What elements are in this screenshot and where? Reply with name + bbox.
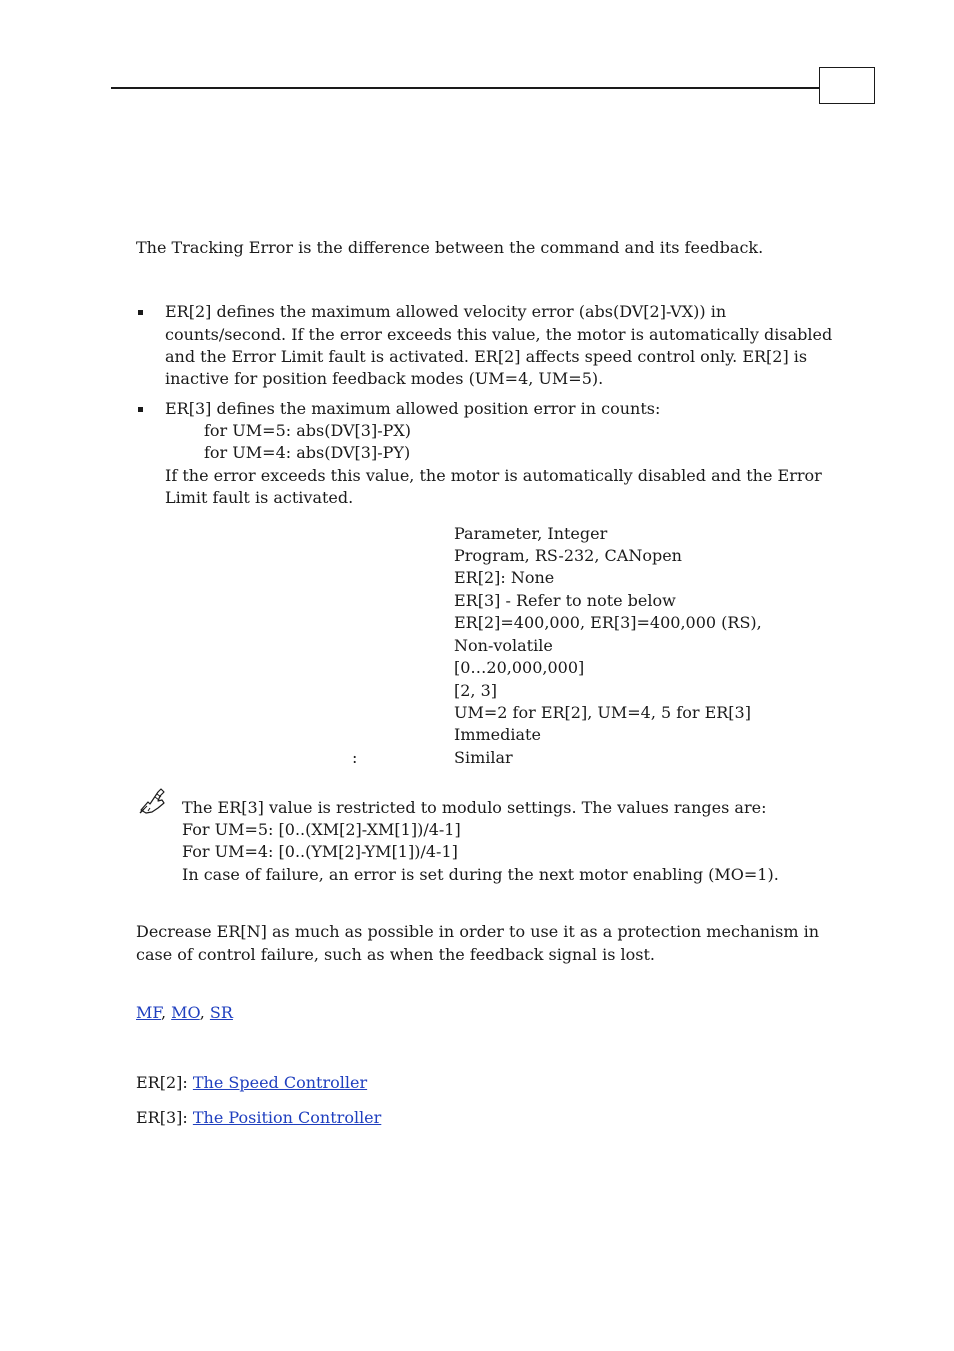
bullet-1-line-1: ER[2] defines the maximum allowed velocity error (abs(DV[2]-VX)) in bbox=[165, 302, 727, 321]
see-also-er2 bbox=[136, 1072, 367, 1094]
attribute-value: ER[3] - Refer to note below bbox=[454, 591, 676, 610]
recommendation-line-1: Decrease ER[N] as much as possible in order to use it as a protection mechanism in bbox=[136, 922, 820, 941]
attribute-value: Program, RS-232, CANopen bbox=[454, 546, 682, 565]
bullet-1-line-4: inactive for position feedback modes (UM=4, UM=5). bbox=[165, 369, 604, 388]
related-commands bbox=[136, 1002, 233, 1024]
intro-text: The Tracking Error is the difference between the command and its feedback. bbox=[136, 238, 764, 257]
see-also-er3 bbox=[136, 1107, 381, 1129]
bullet-marker bbox=[138, 407, 143, 412]
bullet-2-after-2: Limit fault is activated. bbox=[165, 488, 354, 507]
bullet-1-line-2: counts/second. If the error exceeds this value, the motor is automatically disabled bbox=[165, 325, 833, 344]
recommendation-line-2: case of control failure, such as when the feedback signal is lost. bbox=[136, 945, 655, 964]
bullet-2-after-1: If the error exceeds this value, the motor is automatically disabled and the Error bbox=[165, 466, 822, 485]
separator: , bbox=[199, 1003, 210, 1022]
link-position-controller[interactable]: The Position Controller bbox=[192, 1108, 382, 1127]
attribute-value: UM=2 for ER[2], UM=4, 5 for ER[3] bbox=[454, 703, 751, 722]
header-rule bbox=[111, 87, 819, 89]
attribute-value: ER[2]: None bbox=[454, 568, 555, 587]
attribute-value: Similar bbox=[454, 748, 513, 767]
attribute-colon: : bbox=[352, 748, 358, 767]
note-line-2: For UM=5: [0..(XM[2]-XM[1])/4-1] bbox=[182, 820, 461, 839]
attribute-value: [0…20,000,000] bbox=[454, 658, 585, 677]
bullet-2-line-1: ER[3] defines the maximum allowed position error in counts: bbox=[165, 399, 661, 418]
bullet-2-indent-1: for UM=5: abs(DV[3]-PX) bbox=[204, 421, 412, 440]
attribute-value: Parameter, Integer bbox=[454, 524, 608, 543]
see-also-prefix: ER[3]: bbox=[136, 1108, 193, 1127]
note-line-3: For UM=4: [0..(YM[2]-YM[1])/4-1] bbox=[182, 842, 458, 861]
bullet-2-indent-2: for UM=4: abs(DV[3]-PY) bbox=[204, 443, 411, 462]
link-speed-controller[interactable]: The Speed Controller bbox=[192, 1073, 368, 1092]
note-hand-icon bbox=[138, 786, 168, 816]
attribute-value: ER[2]=400,000, ER[3]=400,000 (RS), bbox=[454, 613, 762, 632]
link-mo[interactable]: MO bbox=[171, 1003, 200, 1022]
page-number-box bbox=[819, 67, 875, 104]
bullet-marker bbox=[138, 310, 143, 315]
separator: , bbox=[161, 1003, 172, 1022]
note-line-4: In case of failure, an error is set during the next motor enabling (MO=1). bbox=[182, 865, 779, 884]
note-line-1: The ER[3] value is restricted to modulo settings. The values ranges are: bbox=[182, 798, 767, 817]
see-also-prefix: ER[2]: bbox=[136, 1073, 193, 1092]
attribute-value: [2, 3] bbox=[454, 681, 498, 700]
bullet-1-line-3: and the Error Limit fault is activated. ER[2] affects speed control only. ER[2] is bbox=[165, 347, 808, 366]
attribute-value: Immediate bbox=[454, 725, 541, 744]
link-mf[interactable]: MF bbox=[136, 1003, 161, 1022]
attribute-value: Non-volatile bbox=[454, 636, 553, 655]
link-sr[interactable]: SR bbox=[209, 1003, 233, 1022]
